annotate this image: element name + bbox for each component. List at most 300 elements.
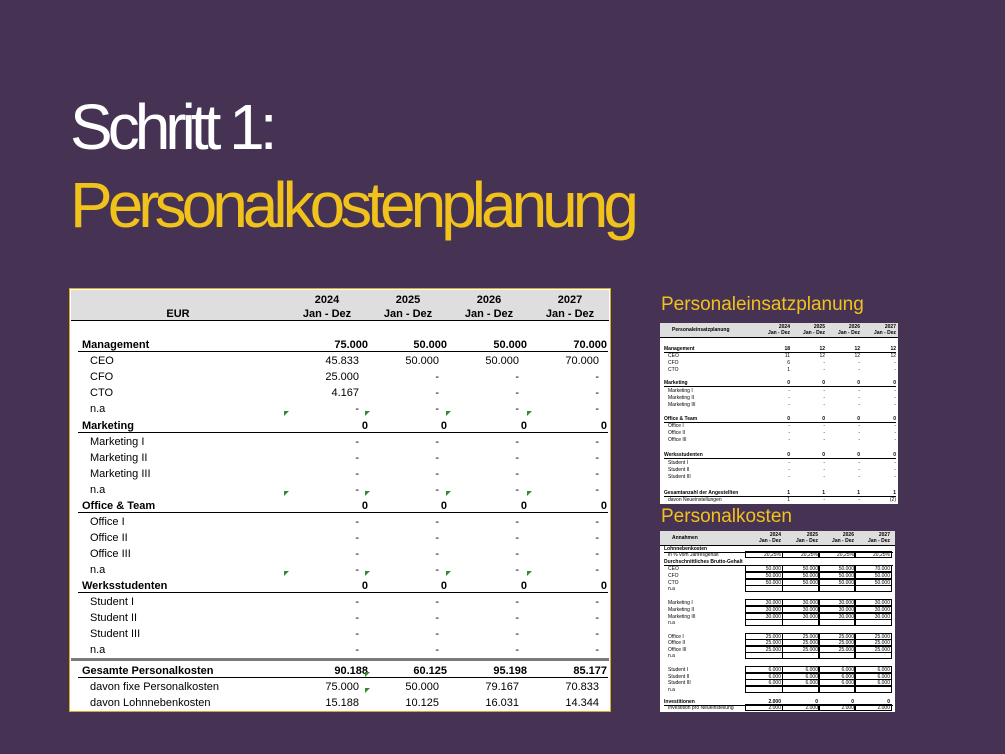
panel-period: Jan - Dez [768,330,790,336]
panel-row-value: 25.000 [765,640,781,646]
panel-row-value: 0 [851,699,854,705]
panel-row-value: 30.000 [765,607,781,613]
table-header [71,290,609,320]
panel-row-value: 50.000 [874,573,890,579]
input-cell [818,565,856,572]
comment-marker [527,411,532,416]
panel-row-value: 50.000 [802,573,818,579]
period-2025: Jan - Dez [383,308,433,320]
panel-row-value: 50.000 [838,580,854,586]
panel-row-value: 6.000 [768,680,781,686]
row-value: 45.833 [325,355,359,367]
comment-marker [446,491,451,496]
panel-row-value: 25.000 [874,634,890,640]
input-cell [818,666,856,673]
table-row [70,532,610,548]
panel-row-label: n.a [668,687,675,693]
row-value: - [355,532,359,544]
row-value: 50.000 [493,339,527,351]
comment-marker [284,571,289,576]
row-label: davon Lohnnebenkosten [90,697,211,709]
panel-row-value: 1 [893,490,896,496]
panel-row-value: 25.000 [802,640,818,646]
panel-row-value: 30.000 [802,614,818,620]
panel-row-value: - [894,367,896,373]
panel-row-value: 30.000 [874,614,890,620]
table-row [70,500,610,516]
period-2024: Jan - Dez [302,308,352,320]
panel-year: 2025 [813,324,825,330]
panel-row-value: - [788,388,790,394]
panel-row-label: Student I [668,460,689,466]
panel-row-value: - [858,497,860,503]
row-value: - [355,548,359,560]
table-row [70,468,610,484]
row-value: - [595,387,599,399]
input-cell [782,619,820,626]
panel-row-value: 6.000 [877,674,890,680]
input-cell [818,639,856,646]
comment-marker [365,491,370,496]
row-value: 50.000 [405,681,439,693]
row-value: - [515,516,519,528]
table-row [70,681,610,697]
panel-row-value: - [788,402,790,408]
row-value: - [435,596,439,608]
row-value: 85.177 [573,665,607,677]
panel-row-value: 11 [784,353,790,359]
input-cell [854,599,892,606]
panel-row-value: 0 [857,380,860,386]
panel-row-value: 50.000 [765,573,781,579]
row-value: - [515,484,519,496]
row-label: n.a [90,484,106,496]
row-value: - [355,564,359,576]
panel-row-value: 30.000 [874,607,890,613]
group-underline [78,432,608,433]
panel-row-label: CFO [668,360,679,366]
panel-row-label: Investition pro Neueinstellung [668,705,734,711]
row-value: 0 [440,580,447,592]
row-value: - [515,436,519,448]
panel-row-label: Marketing III [668,614,696,620]
input-cell [782,686,820,693]
input-cell [818,599,856,606]
panel-row-value: 30.000 [838,600,854,606]
panel-row-value: 25.000 [765,647,781,653]
row-label: Office I [90,516,125,528]
group-underline [78,512,608,513]
panel-row-value: - [788,467,790,473]
input-cell [818,606,856,613]
table-row [70,516,610,532]
row-value: - [435,612,439,624]
panel-row-label: n.a [668,586,675,592]
table-row [70,420,610,436]
panel-row-value: 30.000 [765,614,781,620]
panel-row-value: 25.000 [838,647,854,653]
totals-underline [78,677,608,678]
panel-row-value: - [894,467,896,473]
panel-row-value: 6 [787,360,790,366]
row-label: n.a [90,403,106,415]
input-cell [782,606,820,613]
row-value: 10.125 [405,697,439,709]
table-row [70,355,610,371]
panel-period: Jan - Dez [838,330,860,336]
panel-year: 2026 [848,324,860,330]
panel-row-value: 50.000 [802,566,818,572]
comment-marker [365,571,370,576]
panel-row-label: CEO [668,353,679,359]
panel-row-value: 50.000 [874,580,890,586]
input-cell [854,572,892,579]
panel-row-value: - [858,460,860,466]
row-value: - [595,452,599,464]
row-value: - [515,371,519,383]
row-value: - [435,387,439,399]
table-row [70,628,610,644]
panel-row-value: 20,25% [873,552,890,558]
row-label: Office II [90,532,128,544]
table-row [70,452,610,468]
panel-row-value: 0 [822,416,825,422]
input-cell [854,652,892,659]
panel-year: 2027 [884,324,896,330]
row-label: CTO [90,387,114,399]
panel-row-value: - [858,360,860,366]
comment-marker [365,411,370,416]
panel-row-label: Marketing [664,380,688,386]
panel-row-value: - [858,467,860,473]
row-label: Student II [90,612,138,624]
row-value: - [595,644,599,656]
row-value: - [435,564,439,576]
comment-marker [527,571,532,576]
panel-row-value: - [788,430,790,436]
input-cell [854,606,892,613]
row-value: 79.167 [485,681,519,693]
input-cell [745,572,783,579]
panel-row-value: - [823,430,825,436]
panel-year: 2026 [842,532,854,538]
panel-row-value: 20,25% [764,552,781,558]
panel-header-label: Personaleinsatzplanung [672,327,730,333]
input-cell [745,652,783,659]
row-value: 90.188 [334,665,368,677]
row-value: - [515,387,519,399]
row-value: - [435,644,439,656]
table-row [70,697,610,713]
staffing-plan-panel [660,323,898,504]
panel-row-value: - [858,437,860,443]
row-value: - [515,548,519,560]
row-value: 75.000 [325,681,359,693]
panel-row-label: Management [664,346,695,352]
comment-marker [446,411,451,416]
panel-row-value: 6.000 [805,667,818,673]
panel-row-value: - [858,474,860,480]
row-value: - [435,548,439,560]
row-value: - [435,468,439,480]
panel-row-value: 50.000 [765,580,781,586]
panel-row-value: - [823,460,825,466]
row-value: - [595,516,599,528]
panel-row-value: - [788,437,790,443]
row-value: - [595,612,599,624]
row-label: n.a [90,564,106,576]
row-value: 16.031 [485,697,519,709]
panel-row-value: 6.000 [877,667,890,673]
input-cell [782,599,820,606]
table-row [70,548,610,564]
table-row [70,387,610,403]
input-cell [818,619,856,626]
input-cell [818,585,856,592]
panel-row-value: 30.000 [838,607,854,613]
panel-row-value: 50.000 [765,566,781,572]
row-label: Marketing I [90,436,145,448]
panel-row-value: 50.000 [838,566,854,572]
panel-row-value: 30.000 [838,614,854,620]
input-cell [782,639,820,646]
row-value: 0 [440,420,447,432]
input-cell [745,639,783,646]
group-underline [78,351,608,352]
panel-row-label: Durchschnittliches Brutto-Gehalt [664,559,743,565]
panel-row-value: - [788,395,790,401]
panel-row-value: 12 [854,346,860,352]
row-value: - [435,452,439,464]
row-value: - [435,516,439,528]
panel-row-value: 30.000 [802,607,818,613]
panel-row-value: - [823,497,825,503]
panel-row-value: 0 [815,699,818,705]
row-value: - [515,564,519,576]
input-cell [818,652,856,659]
panel-row-value: 0 [822,380,825,386]
panel-row-value: - [823,402,825,408]
row-value: - [595,564,599,576]
panel-row-value: 30.000 [874,600,890,606]
panel-row-value: - [858,430,860,436]
panel-row-value: 1 [822,490,825,496]
input-cell [854,679,892,686]
panel-row-value: 2.000 [768,705,781,711]
row-value: - [515,532,519,544]
panel-row-value: 6.000 [877,680,890,686]
row-value: 0 [520,420,527,432]
row-value: - [435,628,439,640]
row-value: - [355,516,359,528]
row-value: 14.344 [565,697,599,709]
panel-row-value: 50.000 [838,573,854,579]
input-cell [745,666,783,673]
panel-row-label: Student II [668,674,690,680]
panel-row-label: Marketing II [668,607,695,613]
panel-row-value: 12 [819,353,825,359]
row-value: 70.000 [573,339,607,351]
year-2025: 2025 [395,294,421,306]
row-value: 70.833 [565,681,599,693]
row-label: CEO [90,355,114,367]
panel-row-value: 30.000 [765,600,781,606]
panel-row-value: - [894,360,896,366]
input-cell [782,652,820,659]
panel-row-value: 25.000 [765,634,781,640]
panel-row-value: - [823,388,825,394]
row-value: - [435,436,439,448]
personnel-cost-assumptions-panel [660,531,895,712]
row-value: - [595,548,599,560]
panel-row-value: - [823,467,825,473]
panel-row-label: Office I [668,634,684,640]
input-cell [854,551,892,558]
panel-row-value: - [894,388,896,394]
panel-row-value: 0 [787,416,790,422]
comment-marker [527,491,532,496]
row-value: - [435,371,439,383]
row-label: davon fixe Personalkosten [90,681,220,693]
panel-row-label: n.a [668,653,675,659]
panel-row-label: Lohnnebenkosten [664,546,708,552]
panel-period: Jan - Dez [868,538,890,544]
panel-row-value: 25.000 [838,634,854,640]
panel-row-label: Marketing II [668,395,695,401]
panel-row-value: 2.000 [768,699,781,705]
panel-row-value: 25.000 [874,647,890,653]
panel-row-label: Investitionen [664,699,695,705]
panel-period: Jan - Dez [832,538,854,544]
panel-row-value: 0 [857,452,860,458]
panel-row-value: 70.000 [874,566,890,572]
panel-row-label: Student I [668,667,689,673]
row-value: 50.000 [485,355,519,367]
panel-row-value: 6.000 [768,667,781,673]
panel-row-value: - [858,402,860,408]
panel-row-value: - [894,423,896,429]
input-cell [818,686,856,693]
row-value: - [435,532,439,544]
panel-row-value: 0 [857,416,860,422]
panel-row-value: - [788,460,790,466]
row-value: 50.000 [413,339,447,351]
panel-row-label: Office III [668,437,687,443]
row-value: - [435,484,439,496]
input-cell [854,639,892,646]
panel-row-value: - [823,360,825,366]
row-value: - [515,596,519,608]
row-value: 25.000 [325,371,359,383]
panel-row-value: 25.000 [802,647,818,653]
row-value: 75.000 [334,339,368,351]
input-cell [854,565,892,572]
input-cell [745,551,783,558]
panel-period: Jan - Dez [874,330,896,336]
input-cell [818,572,856,579]
row-value: - [595,371,599,383]
row-value: - [435,403,439,415]
row-value: - [515,403,519,415]
row-label: Office III [90,548,131,560]
row-value: - [355,484,359,496]
panel-row-label: n.a [668,620,675,626]
input-cell [745,704,783,711]
row-label: Marketing II [90,452,148,464]
row-value: - [355,612,359,624]
panel-row-value: - [894,474,896,480]
row-value: - [355,628,359,640]
row-value: - [515,644,519,656]
panel-row-label: in % vom Jahresgehalt [668,552,719,558]
row-label: CFO [90,371,114,383]
input-cell [782,572,820,579]
panel-row-value: 2.000 [841,705,854,711]
input-cell [782,704,820,711]
row-value: - [595,468,599,480]
panel-row-value: 0 [893,452,896,458]
year-2024: 2024 [314,294,340,306]
row-value: - [595,484,599,496]
panel-period: Jan - Dez [803,330,825,336]
panel-row-value: 12 [890,353,896,359]
panel-row-value: - [894,395,896,401]
row-value: - [595,628,599,640]
panel-row-value: 6.000 [841,667,854,673]
panel-row-value: - [823,395,825,401]
input-cell [745,585,783,592]
panel-row-value: 12 [854,353,860,359]
row-value: - [595,596,599,608]
panel-row-value: 0 [887,699,890,705]
input-cell [818,551,856,558]
row-value: 0 [361,500,368,512]
currency-label: EUR [166,308,190,320]
row-value: 0 [361,420,368,432]
panel-row-value: 12 [890,346,896,352]
panel-year: 2024 [778,324,790,330]
panel-row-value: 2.000 [877,705,890,711]
panel-row-value: 18 [784,346,790,352]
panel-row-value: 1 [857,490,860,496]
panel-row-value: - [823,437,825,443]
panel-row-value: 12 [819,346,825,352]
row-value: - [515,468,519,480]
panel-row-value: - [823,474,825,480]
panel-period: Jan - Dez [796,538,818,544]
row-value: 0 [520,500,527,512]
row-value: - [355,644,359,656]
comment-marker [284,411,289,416]
panel-period: Jan - Dez [759,538,781,544]
panel-group-rule [664,386,896,387]
panel-row-label: CTO [668,367,679,373]
row-value: - [355,596,359,608]
panel-row-value: 20,25% [801,552,818,558]
row-value: - [595,436,599,448]
row-value: 4.167 [331,387,359,399]
input-cell [854,619,892,626]
panel-row-value: 6.000 [805,680,818,686]
panel-row-value: - [823,423,825,429]
slide-title-line1: Schritt 1: [70,91,273,163]
row-value: - [355,436,359,448]
panel-row-value: - [894,430,896,436]
row-value: - [355,452,359,464]
input-cell [782,585,820,592]
row-value: 0 [600,580,607,592]
panel-row-value: 25.000 [802,634,818,640]
